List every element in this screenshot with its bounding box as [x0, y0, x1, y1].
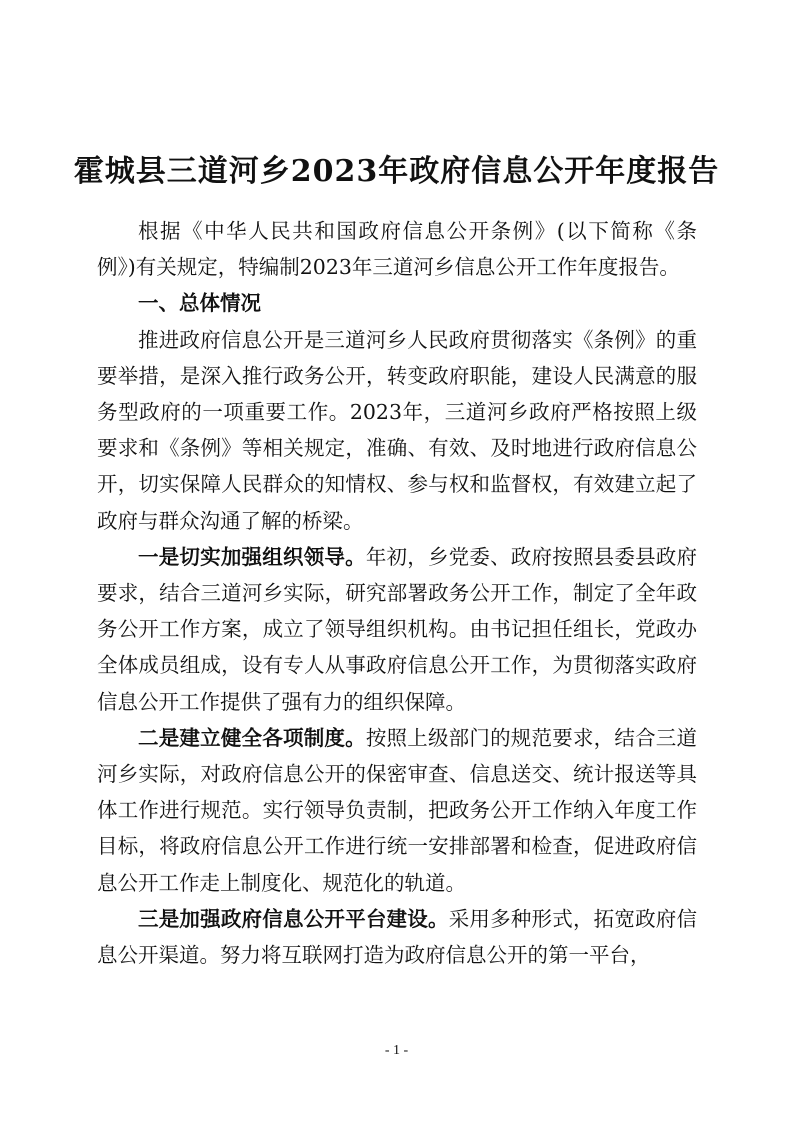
- system-lead: 二是建立健全各项制度。: [138, 725, 366, 750]
- platform-lead: 三是加强政府信息公开平台建设。: [138, 906, 449, 931]
- page-number: - 1 -: [384, 1043, 409, 1058]
- platform-paragraph: [97, 901, 697, 973]
- document-body: [97, 213, 697, 973]
- system-paragraph: [97, 720, 697, 901]
- document-title: 霍城县三道河乡2023年政府信息公开年度报告: [73, 154, 720, 189]
- intro-paragraph: 根据《中华人民共和国政府信息公开条例》(以下简称《条例》)有关规定，特编制2023年三道河乡信息公开工作年度报告。: [97, 219, 697, 280]
- platform-text: 采用多种形式，拓宽政府信息公开渠道。努力将互联网打造为政府信息公开的第一平台，: [97, 906, 698, 968]
- section-heading: 一、总体情况: [138, 291, 261, 316]
- organization-text: 年初，乡党委、政府按照县委县政府要求，结合三道河乡实际，研究部署政务公开工作，制定了全年政务公开工作方案，成立了领导组织机构。由书记担任组长，党政办全体成员组成，设有专人从事政府信息公开工作，为贯彻落实政府信息公开工作提供了强有力的组织保障。: [97, 544, 698, 714]
- organization-paragraph: [97, 539, 697, 720]
- system-text: 按照上级部门的规范要求，结合三道河乡实际，对政府信息公开的保密审查、信息送交、统计报送等具体工作进行规范。实行领导负责制，把政务公开工作纳入年度工作目标，将政府信息公开工作进行统一安排部署和检查，促进政府信息公开工作走上制度化、规范化的轨道。: [97, 725, 698, 895]
- organization-lead: 一是切实加强组织领导。: [138, 544, 366, 569]
- overview-paragraph: 推进政府信息公开是三道河乡人民政府贯彻落实《条例》的重要举措，是深入推行政务公开，转变政府职能，建设人民满意的服务型政府的一项重要工作。2023年，三道河乡政府严格按照上级要求和《条例》等相关规定，准确、有效、及时地进行政府信息公开，切实保障人民群众的知情权、参与权和监督权，有效建立起了政府与群众沟通了解的桥梁。: [97, 327, 697, 533]
